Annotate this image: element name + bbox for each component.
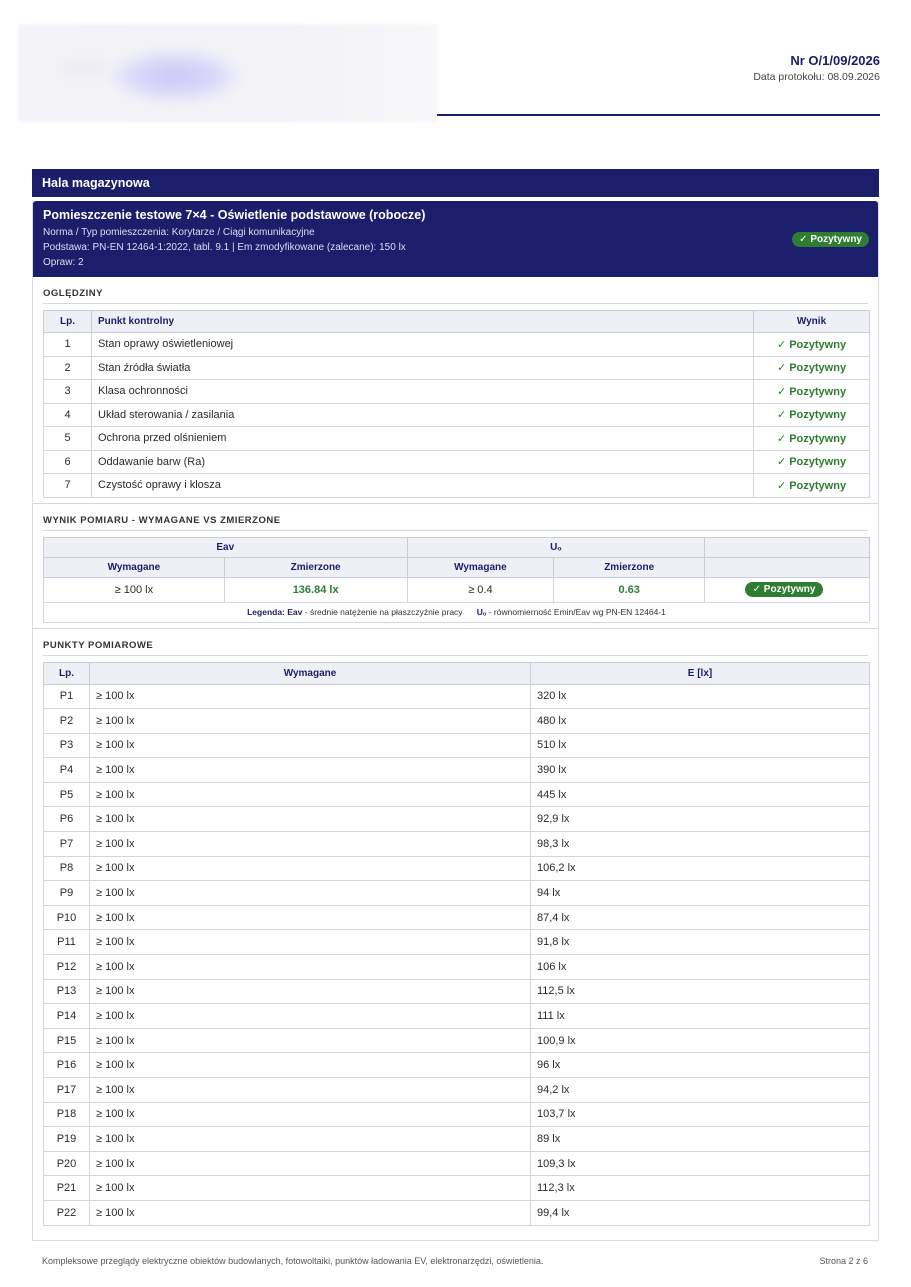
point-lp: P1: [44, 684, 90, 709]
point-required: ≥ 100 lx: [90, 1053, 531, 1078]
point-lp: P5: [44, 782, 90, 807]
logo-shape: [58, 58, 108, 78]
room-basis: Podstawa: PN-EN 12464-1:2022, tabl. 9.1 | Em zmodyfikowane (zalecane): 150 lx: [43, 242, 406, 253]
point-required: ≥ 100 lx: [90, 733, 531, 758]
point-required: ≥ 100 lx: [90, 684, 531, 709]
inspection-lp: 4: [44, 403, 92, 427]
point-row: [44, 1004, 870, 1029]
point-e: 112,3 lx: [531, 1176, 870, 1201]
legend-uo-text: - równomierność Emin/Eav wg PN-EN 12464-1: [486, 607, 666, 617]
col-result: Wynik: [754, 311, 870, 333]
point-e: 112,5 lx: [531, 979, 870, 1004]
legend-uo-key: Uₒ: [476, 607, 487, 617]
point-required: ≥ 100 lx: [90, 979, 531, 1004]
room-title: Pomieszczenie testowe 7×4 - Oświetlenie podstawowe (robocze): [43, 208, 426, 222]
group-eav: Eav: [44, 537, 408, 557]
point-e: 87,4 lx: [531, 905, 870, 930]
measurement-values-row: [44, 577, 870, 602]
measurement-group-row: [44, 537, 870, 557]
points-table: [43, 662, 870, 1226]
page-header: [18, 24, 880, 124]
eav-required-header: Wymagane: [44, 557, 225, 577]
uo-measured-header: Zmierzone: [554, 557, 705, 577]
point-required: ≥ 100 lx: [90, 1004, 531, 1029]
room-luminaires: Opraw: 2: [43, 257, 84, 268]
point-row: [44, 1151, 870, 1176]
point-row: [44, 1028, 870, 1053]
point-e: 106,2 lx: [531, 856, 870, 881]
room-header: [33, 201, 878, 277]
group-empty: [705, 537, 870, 557]
point-lp: P2: [44, 709, 90, 734]
point-lp: P10: [44, 905, 90, 930]
inspection-lp: 3: [44, 380, 92, 404]
inspection-point: Ochrona przed olśnieniem: [92, 427, 754, 451]
point-lp: P19: [44, 1127, 90, 1152]
point-e: 94,2 lx: [531, 1078, 870, 1103]
footer-text: Kompleksowe przeglądy elektryczne obiektów budowlanych, fotowoltaiki, punktów ładowania EV, elektronarzędzi, oświetlenia.: [42, 1256, 544, 1266]
room-result-badge: ✓ Pozytywny: [792, 232, 869, 247]
inspection-result: ✓ Pozytywny: [754, 450, 870, 474]
divider: [33, 503, 878, 504]
inspection-row: [44, 403, 870, 427]
point-e: 92,9 lx: [531, 807, 870, 832]
point-row: [44, 1176, 870, 1201]
legend-eav-text: - średnie natężenie na płaszczyźnie pracy: [302, 607, 463, 617]
point-row: [44, 684, 870, 709]
point-lp: P3: [44, 733, 90, 758]
group-uo: Uₒ: [407, 537, 705, 557]
point-required: ≥ 100 lx: [90, 1127, 531, 1152]
inspection-lp: 1: [44, 333, 92, 357]
inspection-row: [44, 356, 870, 380]
point-row: [44, 807, 870, 832]
point-e: 111 lx: [531, 1004, 870, 1029]
point-lp: P18: [44, 1102, 90, 1127]
inspection-result: ✓ Pozytywny: [754, 474, 870, 498]
inspection-lp: 2: [44, 356, 92, 380]
inspection-row: [44, 474, 870, 498]
point-row: [44, 881, 870, 906]
inspection-point: Klasa ochronności: [92, 380, 754, 404]
point-e: 510 lx: [531, 733, 870, 758]
room-card: [32, 201, 879, 1241]
point-required: ≥ 100 lx: [90, 807, 531, 832]
point-e: 91,8 lx: [531, 930, 870, 955]
point-required: ≥ 100 lx: [90, 856, 531, 881]
inspection-result: ✓ Pozytywny: [754, 380, 870, 404]
point-e: 89 lx: [531, 1127, 870, 1152]
room-norm: Norma / Typ pomieszczenia: Korytarze / Ciągi komunikacyjne: [43, 227, 315, 238]
point-e: 390 lx: [531, 758, 870, 783]
point-row: [44, 930, 870, 955]
inspection-result: ✓ Pozytywny: [754, 356, 870, 380]
point-required: ≥ 100 lx: [90, 905, 531, 930]
result-header-empty: [705, 557, 870, 577]
eav-measured-header: Zmierzone: [224, 557, 407, 577]
point-required: ≥ 100 lx: [90, 1028, 531, 1053]
point-row: [44, 782, 870, 807]
col-point-e: E [lx]: [531, 662, 870, 684]
inspection-point: Czystość oprawy i klosza: [92, 474, 754, 498]
eav-measured: 136.84 lx: [224, 577, 407, 602]
point-lp: P7: [44, 832, 90, 857]
inspection-lp: 6: [44, 450, 92, 474]
point-row: [44, 1200, 870, 1225]
point-required: ≥ 100 lx: [90, 930, 531, 955]
point-lp: P17: [44, 1078, 90, 1103]
inspection-point: Oddawanie barw (Ra): [92, 450, 754, 474]
point-lp: P20: [44, 1151, 90, 1176]
inspection-row: [44, 427, 870, 451]
point-e: 103,7 lx: [531, 1102, 870, 1127]
page-number: Strona 2 z 6: [819, 1256, 868, 1266]
point-row: [44, 758, 870, 783]
point-e: 320 lx: [531, 684, 870, 709]
point-row: [44, 832, 870, 857]
inspection-lp: 5: [44, 427, 92, 451]
measurement-title: WYNIK POMIARU - WYMAGANE VS ZMIERZONE: [43, 515, 868, 531]
point-lp: P16: [44, 1053, 90, 1078]
uo-measured: 0.63: [554, 577, 705, 602]
col-point: Punkt kontrolny: [92, 311, 754, 333]
inspection-result: ✓ Pozytywny: [754, 403, 870, 427]
col-lp: Lp.: [44, 311, 92, 333]
point-required: ≥ 100 lx: [90, 955, 531, 980]
point-e: 109,3 lx: [531, 1151, 870, 1176]
point-lp: P9: [44, 881, 90, 906]
inspection-point: Stan oprawy oświetleniowej: [92, 333, 754, 357]
header-divider: [437, 114, 880, 116]
point-e: 100,9 lx: [531, 1028, 870, 1053]
point-row: [44, 709, 870, 734]
point-lp: P8: [44, 856, 90, 881]
point-required: ≥ 100 lx: [90, 832, 531, 857]
point-lp: P12: [44, 955, 90, 980]
inspection-point: Stan źródła światła: [92, 356, 754, 380]
inspection-lp: 7: [44, 474, 92, 498]
protocol-number: Nr O/1/09/2026: [790, 53, 880, 68]
point-required: ≥ 100 lx: [90, 1102, 531, 1127]
point-row: [44, 1053, 870, 1078]
inspection-row: [44, 450, 870, 474]
inspection-header-row: [44, 311, 870, 333]
point-e: 96 lx: [531, 1053, 870, 1078]
company-logo-blurred: [18, 24, 438, 122]
col-point-required: Wymagane: [90, 662, 531, 684]
inspection-title: OGLĘDZINY: [43, 288, 868, 304]
measurement-table: [43, 537, 870, 623]
measurement-result-badge: ✓ Pozytywny: [745, 582, 824, 597]
point-lp: P11: [44, 930, 90, 955]
inspection-table: [43, 310, 870, 498]
point-row: [44, 733, 870, 758]
col-point-lp: Lp.: [44, 662, 90, 684]
point-e: 106 lx: [531, 955, 870, 980]
point-required: ≥ 100 lx: [90, 1200, 531, 1225]
uo-required-header: Wymagane: [407, 557, 554, 577]
legend: [44, 602, 870, 622]
point-required: ≥ 100 lx: [90, 1078, 531, 1103]
inspection-row: [44, 333, 870, 357]
inspection-row: [44, 380, 870, 404]
eav-required: ≥ 100 lx: [44, 577, 225, 602]
points-title: PUNKTY POMIAROWE: [43, 640, 868, 656]
divider: [33, 628, 878, 629]
point-row: [44, 1078, 870, 1103]
point-required: ≥ 100 lx: [90, 709, 531, 734]
uo-required: ≥ 0.4: [407, 577, 554, 602]
point-lp: P13: [44, 979, 90, 1004]
point-required: ≥ 100 lx: [90, 758, 531, 783]
inspection-result: ✓ Pozytywny: [754, 427, 870, 451]
legend-eav-key: Legenda: Eav: [247, 607, 303, 617]
point-e: 480 lx: [531, 709, 870, 734]
point-lp: P4: [44, 758, 90, 783]
measurement-subheader-row: [44, 557, 870, 577]
point-e: 98,3 lx: [531, 832, 870, 857]
legend-row: [44, 602, 870, 622]
inspection-result: ✓ Pozytywny: [754, 333, 870, 357]
point-lp: P21: [44, 1176, 90, 1201]
section-title: Hala magazynowa: [32, 169, 879, 197]
point-required: ≥ 100 lx: [90, 1151, 531, 1176]
point-row: [44, 955, 870, 980]
point-required: ≥ 100 lx: [90, 782, 531, 807]
point-row: [44, 905, 870, 930]
point-row: [44, 1102, 870, 1127]
point-required: ≥ 100 lx: [90, 1176, 531, 1201]
point-e: 445 lx: [531, 782, 870, 807]
points-header-row: [44, 662, 870, 684]
measurement-result-cell: [705, 577, 870, 602]
point-lp: P15: [44, 1028, 90, 1053]
point-row: [44, 979, 870, 1004]
point-row: [44, 856, 870, 881]
point-lp: P14: [44, 1004, 90, 1029]
point-e: 99,4 lx: [531, 1200, 870, 1225]
protocol-date: Data protokołu: 08.09.2026: [753, 71, 880, 83]
point-lp: P6: [44, 807, 90, 832]
point-lp: P22: [44, 1200, 90, 1225]
point-e: 94 lx: [531, 881, 870, 906]
inspection-point: Układ sterowania / zasilania: [92, 403, 754, 427]
point-required: ≥ 100 lx: [90, 881, 531, 906]
point-row: [44, 1127, 870, 1152]
logo-mark: [110, 50, 240, 102]
